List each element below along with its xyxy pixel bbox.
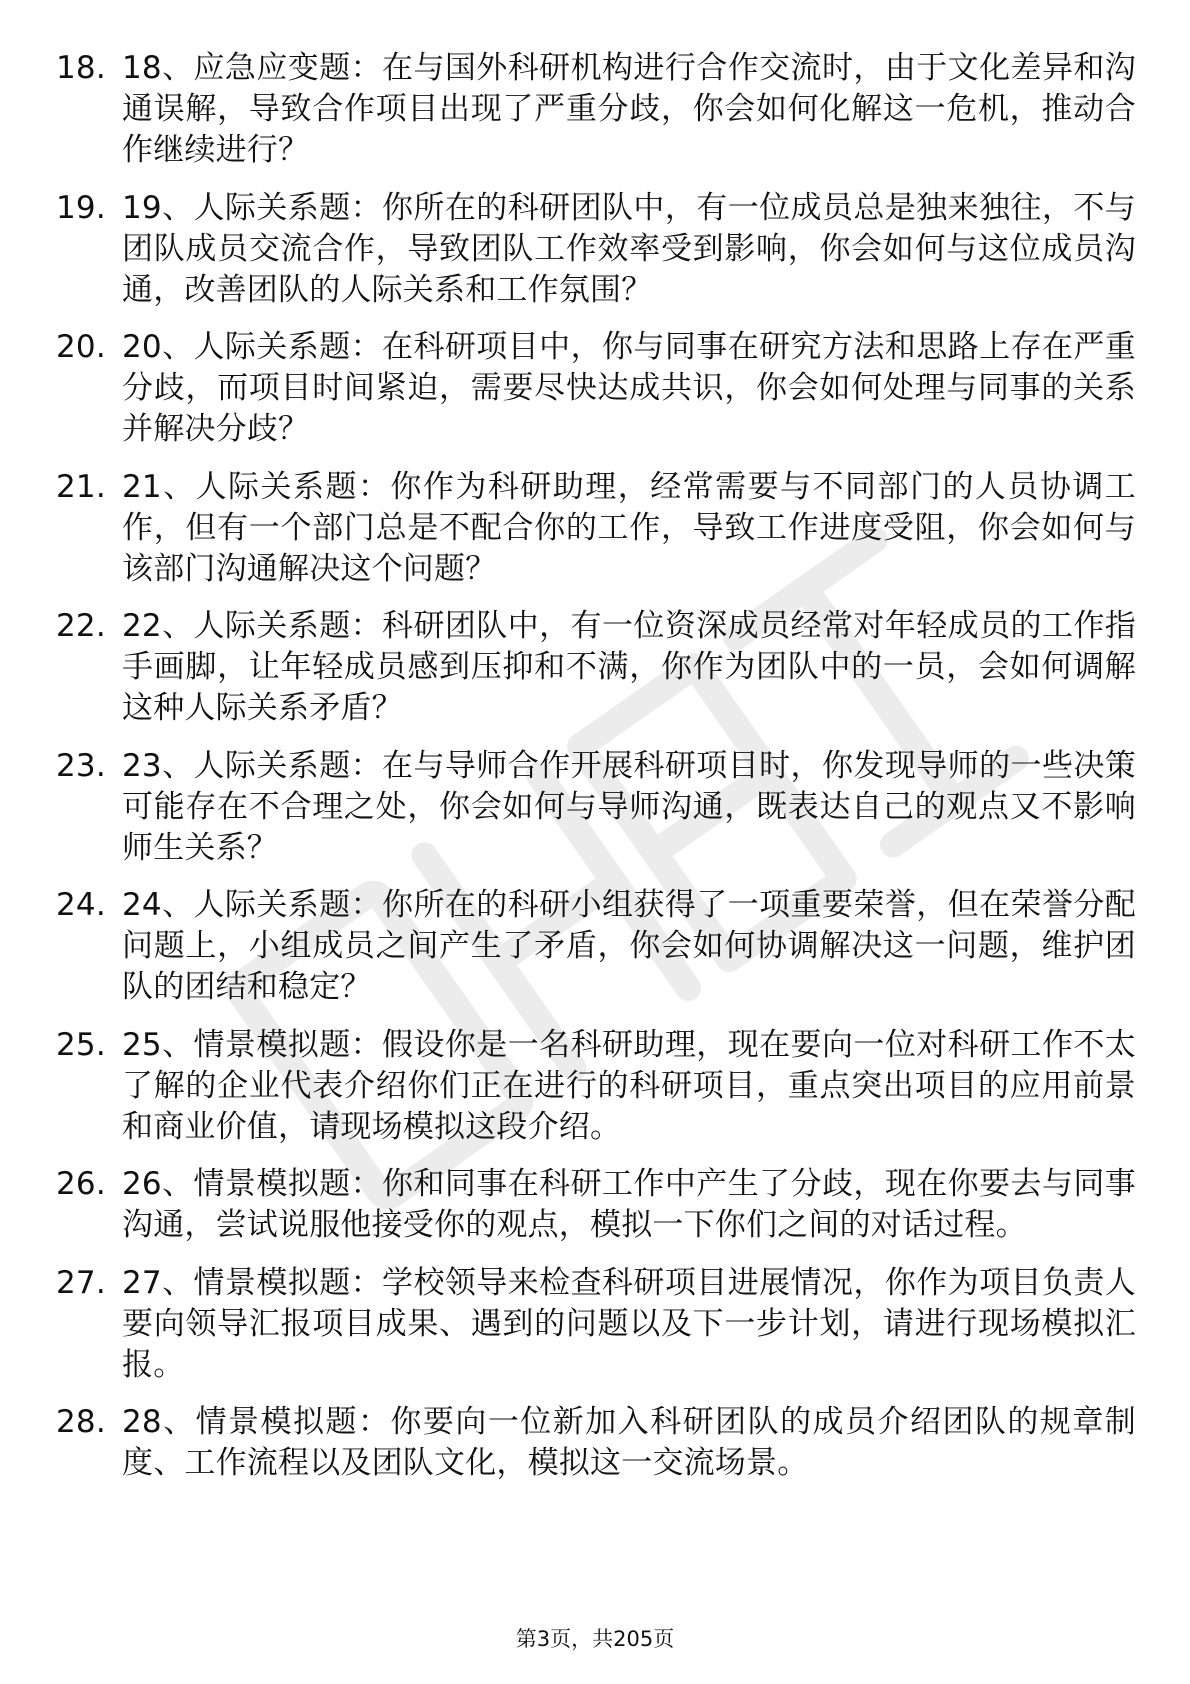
page-number-footer: 第3页，共205页	[515, 1627, 675, 1651]
question-item	[56, 1164, 1136, 1246]
question-number: 18.	[56, 50, 106, 86]
question-text: 20、人际关系题：在科研项目中，你与同事在研究方法和思路上存在严重分歧，而项目时间紧迫，需要尽快达成共识，你会如何处理与同事的关系并解决分歧？	[122, 329, 1136, 447]
question-text: 24、人际关系题：你所在的科研小组获得了一项重要荣誉，但在荣誉分配问题上，小组成员之间产生了矛盾，你会如何协调解决这一问题，维护团队的团结和稳定？	[122, 887, 1136, 1005]
question-item	[56, 1025, 1136, 1148]
question-number: 28.	[56, 1404, 106, 1440]
question-item	[56, 188, 1136, 311]
question-item	[56, 48, 1136, 171]
question-text: 28、情景模拟题：你要向一位新加入科研团队的成员介绍团队的规章制度、工作流程以及团队文化，模拟这一交流场景。	[122, 1404, 1136, 1481]
question-item	[56, 327, 1136, 450]
question-item	[56, 885, 1136, 1008]
question-text: 23、人际关系题：在与导师合作开展科研项目时，你发现导师的一些决策可能存在不合理之处，你会如何与导师沟通，既表达自己的观点又不影响师生关系？	[122, 747, 1136, 866]
question-text: 27、情景模拟题：学校领导来检查科研项目进展情况，你作为项目负责人要向领导汇报项目成果、遇到的问题以及下一步计划，请进行现场模拟汇报。	[122, 1264, 1136, 1383]
question-number: 24.	[56, 887, 106, 923]
question-text: 22、人际关系题：科研团队中，有一位资深成员经常对年轻成员的工作指手画脚，让年轻成员感到压抑和不满，你作为团队中的一员，会如何调解这种人际关系矛盾？	[122, 608, 1136, 726]
question-number: 23.	[56, 747, 106, 784]
question-item	[56, 1402, 1136, 1484]
question-number: 26.	[56, 1166, 106, 1202]
question-item	[56, 467, 1136, 590]
question-text: 19、人际关系题：你所在的科研团队中，有一位成员总是独来独往，不与团队成员交流合作，导致团队工作效率受到影响，你会如何与这位成员沟通，改善团队的人际关系和工作氛围？	[122, 189, 1136, 308]
question-number: 21.	[56, 468, 106, 505]
question-item	[56, 746, 1136, 869]
question-item	[56, 1263, 1136, 1386]
question-item	[56, 606, 1136, 729]
question-number: 20.	[56, 329, 106, 365]
question-text: 25、情景模拟题：假设你是一名科研助理，现在要向一位对科研工作不太了解的企业代表介绍你们正在进行的科研项目，重点突出项目的应用前景和商业价值，请现场模拟这段介绍。	[122, 1026, 1136, 1145]
question-number: 19.	[56, 189, 106, 226]
question-list	[56, 48, 1136, 1501]
question-number: 25.	[56, 1026, 106, 1063]
question-number: 27.	[56, 1264, 106, 1301]
question-text: 21、人际关系题：你作为科研助理，经常需要与不同部门的人员协调工作，但有一个部门总是不配合你的工作，导致工作进度受阻，你会如何与该部门沟通解决这个问题？	[122, 468, 1136, 587]
question-text: 18、应急应变题：在与国外科研机构进行合作交流时，由于文化差异和沟通误解，导致合作项目出现了严重分歧，你会如何化解这一危机，推动合作继续进行？	[122, 50, 1136, 168]
question-number: 22.	[56, 608, 106, 644]
question-text: 26、情景模拟题：你和同事在科研工作中产生了分歧，现在你要去与同事沟通，尝试说服他接受你的观点，模拟一下你们之间的对话过程。	[122, 1166, 1136, 1243]
